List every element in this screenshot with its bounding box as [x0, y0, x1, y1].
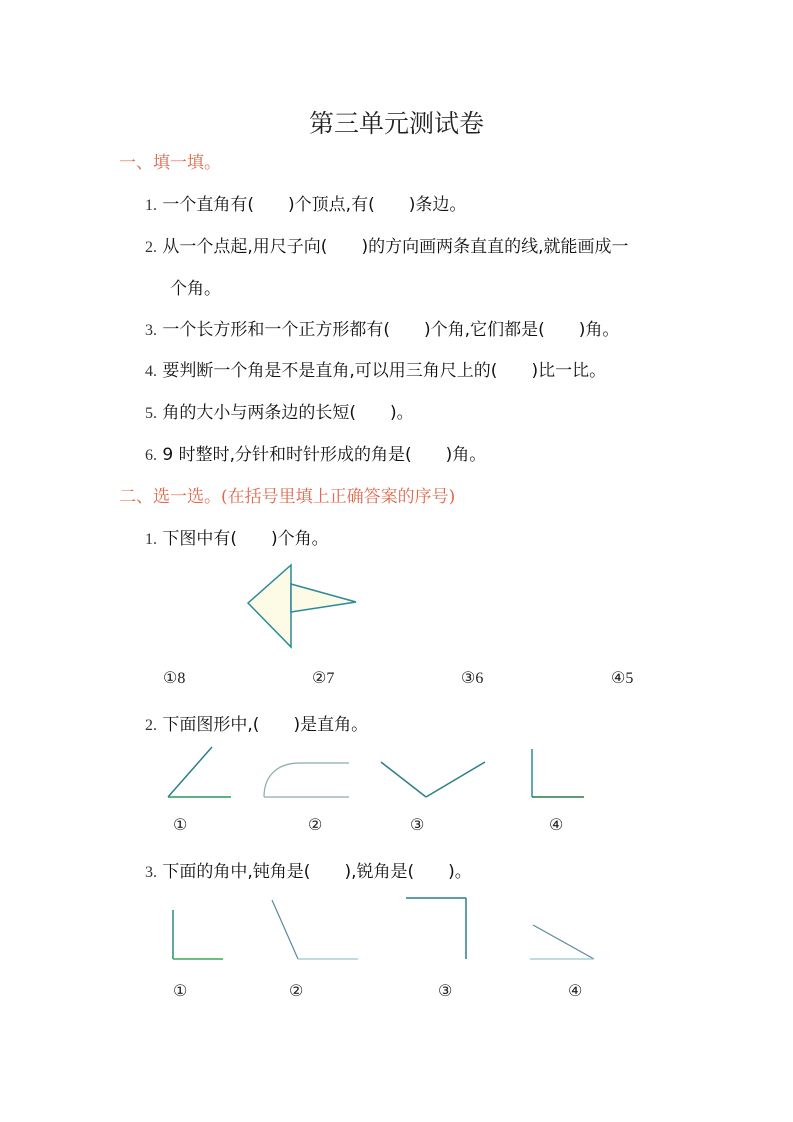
question-number: 5. — [145, 405, 157, 422]
question-text: )角。 — [578, 320, 620, 340]
question-text: )。 — [390, 403, 414, 423]
option-1[interactable]: ① — [173, 983, 188, 1000]
option-2[interactable]: ② — [289, 983, 304, 1000]
question-text: )比一比。 — [531, 361, 607, 381]
page-title: 第三单元测试卷 — [308, 109, 484, 138]
question-text: )。 — [448, 862, 472, 882]
right-angle-figure-q3-1 — [173, 910, 223, 959]
question-number: 6. — [145, 447, 157, 464]
question-number: 2. — [145, 717, 157, 734]
question-number: 3. — [145, 864, 157, 881]
option-2[interactable]: ②7 — [312, 670, 335, 687]
option-3[interactable]: ③ — [410, 817, 425, 834]
option-3[interactable]: ③ — [438, 983, 453, 1000]
section-heading-multiple-choice: 二、选一选。(在括号里填上正确答案的序号) — [119, 487, 456, 507]
curved-shape-figure-2 — [264, 763, 349, 797]
question-text: 下面图形中,( — [162, 715, 260, 735]
question-text: 一个长方形和一个正方形都有( — [162, 320, 391, 340]
question-text: )的方向画两条直直的线,就能画成一 — [361, 237, 629, 257]
option-4[interactable]: ④ — [568, 983, 583, 1000]
question-number: 3. — [145, 322, 157, 339]
question-2-3 — [145, 857, 472, 882]
option-3[interactable]: ③6 — [461, 670, 484, 687]
question-text: )角。 — [445, 445, 487, 465]
option-4[interactable]: ④ — [549, 817, 564, 834]
question-text: 从一个点起,用尺子向( — [162, 237, 328, 257]
question-text: )个角。 — [271, 529, 329, 549]
question-text: 9 时整时,分针和时针形成的角是( — [162, 445, 412, 465]
acute-angle-figure-1 — [168, 747, 231, 797]
option-1[interactable]: ① — [173, 817, 188, 834]
acute-angle-figure-q3-4 — [530, 925, 594, 959]
question-text: 下面的角中,钝角是( — [162, 862, 311, 882]
question-1-2-continuation: 个角。 — [170, 279, 221, 299]
question-text: )个顶点,有( — [288, 195, 375, 215]
question-text: )条边。 — [408, 195, 467, 215]
right-angle-figure-q3-3 — [406, 898, 466, 959]
option-1[interactable]: ①8 — [163, 670, 186, 687]
question-text: 要判断一个角是不是直角,可以用三角尺上的( — [162, 361, 498, 381]
question-text: 下图中有( — [162, 529, 238, 549]
question-text: ),锐角是( — [344, 862, 415, 882]
question-number: 1. — [145, 197, 157, 214]
question-number: 1. — [145, 531, 157, 548]
question-number: 4. — [145, 363, 157, 380]
question-text: )是直角。 — [293, 715, 369, 735]
question-text: 一个直角有( — [162, 195, 255, 215]
question-text: )个角,它们都是( — [424, 320, 545, 340]
obtuse-angle-figure-q3-2 — [272, 900, 358, 959]
obtuse-v-angle-figure-3 — [381, 762, 485, 797]
question-text: 角的大小与两条边的长短( — [162, 403, 357, 423]
section-heading-fill-in: 一、填一填。 — [119, 153, 221, 173]
option-4[interactable]: ④5 — [611, 670, 634, 687]
option-2[interactable]: ② — [308, 817, 323, 834]
question-number: 2. — [145, 239, 157, 256]
right-angle-figure-4 — [532, 749, 584, 797]
